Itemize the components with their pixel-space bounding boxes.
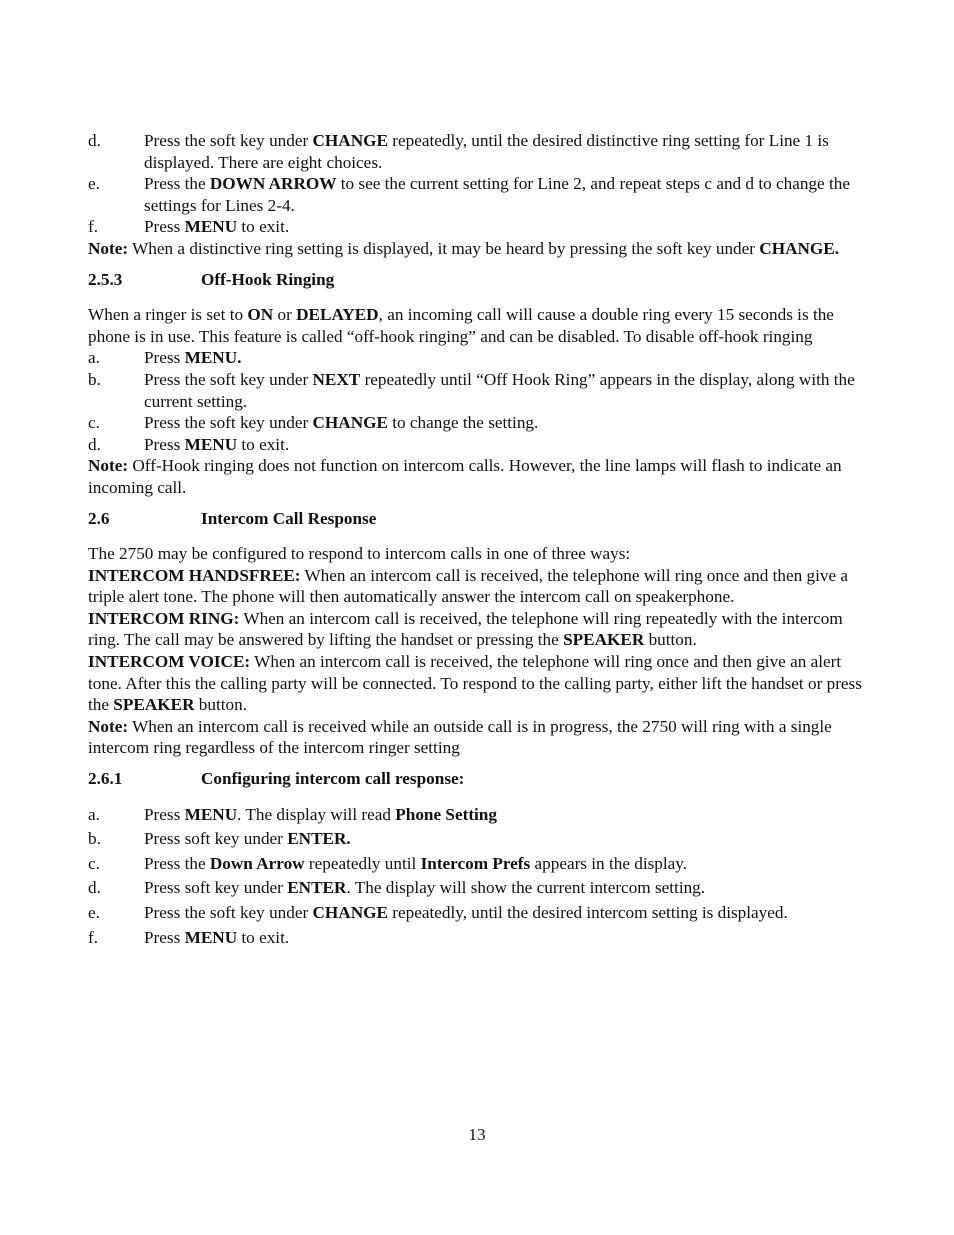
text-run: or xyxy=(273,305,297,325)
bold-text: INTERCOM HANDSFREE: xyxy=(88,565,301,585)
list-item-label: a. xyxy=(88,348,100,368)
list-item-label: e. xyxy=(88,903,100,922)
list-item xyxy=(88,804,874,826)
list-item xyxy=(88,853,874,875)
text-run: to exit. xyxy=(237,217,290,237)
bold-text: MENU xyxy=(184,927,238,947)
list-item xyxy=(88,130,874,173)
list-item xyxy=(88,173,874,216)
off-hook-intro xyxy=(88,304,874,347)
text-run: repeatedly, until the desired distinctive ring setting for Line 1 is displayed. There are eight choices. xyxy=(144,131,829,172)
section-heading-2-6-1 xyxy=(88,768,874,790)
text-run: . The display will read xyxy=(237,804,396,824)
bold-text: SPEAKER xyxy=(113,695,195,715)
list-item-text xyxy=(144,804,874,826)
list-item-text xyxy=(144,434,874,456)
text-run: Press xyxy=(144,217,185,237)
text-run: The 2750 may be configured to respond to intercom calls in one of three ways: xyxy=(88,544,631,564)
list-item-label: c. xyxy=(88,853,100,873)
list-item-label: f. xyxy=(88,217,99,237)
bold-text: Note: xyxy=(88,716,129,736)
bold-text: DELAYED xyxy=(296,305,379,325)
list-item-text xyxy=(144,828,874,850)
bold-text: CHANGE xyxy=(312,903,388,922)
bold-text: Intercom Prefs xyxy=(420,853,531,873)
page-number: 13 xyxy=(468,1125,486,1144)
list-item-label: e. xyxy=(88,174,100,194)
bold-text: INTERCOM VOICE: xyxy=(88,652,251,672)
bold-text: MENU xyxy=(184,217,238,237)
bold-text: CHANGE xyxy=(312,413,388,433)
note-intercom xyxy=(88,716,874,759)
text-run: Press xyxy=(144,927,185,947)
list-item-text xyxy=(144,347,874,369)
bold-text: CHANGE xyxy=(312,131,388,150)
configure-intercom-steps xyxy=(88,804,874,949)
intercom-voice-description xyxy=(88,651,874,716)
list-item-text xyxy=(144,877,874,899)
list-item xyxy=(88,828,874,850)
distinctive-ring-steps xyxy=(88,130,874,238)
list-item xyxy=(88,216,874,238)
bold-text: ENTER xyxy=(287,878,347,898)
list-item xyxy=(88,877,874,899)
section-number: 2.6 xyxy=(88,508,110,528)
section-title: Off-Hook Ringing xyxy=(201,269,335,289)
bold-text: Down Arrow xyxy=(209,853,305,873)
document-page xyxy=(88,130,874,948)
intercom-intro xyxy=(88,543,874,565)
bold-text: Note: xyxy=(88,456,129,476)
note-distinctive-ring xyxy=(88,238,874,260)
bold-text: MENU. xyxy=(184,348,242,368)
text-run: repeatedly until xyxy=(304,853,421,873)
list-item-text xyxy=(144,853,874,875)
list-item-label: c. xyxy=(88,413,100,433)
text-run: When an intercom call is received while an outside call is in progress, the 2750 will ring with a single intercom ring regardless of the intercom ringer setting xyxy=(88,716,832,758)
section-heading-2-5-3 xyxy=(88,269,874,291)
text-run: Press xyxy=(144,348,185,368)
text-run: When an intercom call is received, the telephone will ring repeatedly with the intercom ring. The call may be answered by lifting the handset or pressing the xyxy=(88,608,843,650)
list-item-text xyxy=(144,130,874,173)
text-run: Press the soft key under xyxy=(144,413,313,433)
text-run: button. xyxy=(194,695,248,715)
section-title: Intercom Call Response xyxy=(201,508,377,528)
text-run: repeatedly, until the desired intercom setting is displayed. xyxy=(387,903,788,922)
section-number: 2.6.1 xyxy=(88,769,123,789)
bold-text: MENU xyxy=(184,434,238,454)
bold-text: ON xyxy=(247,305,274,325)
list-item-label: b. xyxy=(88,829,101,849)
text-run: Press the soft key under xyxy=(144,369,313,389)
text-run: Off-Hook ringing does not function on intercom calls. However, the line lamps will flash to indicate an incoming call. xyxy=(88,456,842,497)
text-run: repeatedly until “Off Hook Ring” appears in the display, along with the current setting. xyxy=(144,369,855,411)
text-run: to change the setting. xyxy=(387,413,539,433)
text-run: Press soft key under xyxy=(144,829,288,849)
list-item xyxy=(88,927,874,949)
list-item-text xyxy=(144,927,874,949)
text-run: , an incoming call will cause a double ring every 15 seconds is the phone is in use. This feature is called “off-hook ringing” and can be disabled. To disable off-hook ringing xyxy=(88,305,834,346)
list-item-label: f. xyxy=(88,927,99,947)
text-run: appears in the display. xyxy=(530,853,688,873)
bold-text: ENTER. xyxy=(287,829,351,849)
text-run: When a distinctive ring setting is displayed, it may be heard by pressing the soft key under xyxy=(128,238,760,258)
note-off-hook xyxy=(88,455,874,498)
bold-text: CHANGE. xyxy=(759,238,840,258)
bold-text: DOWN ARROW xyxy=(209,174,337,194)
section-number: 2.5.3 xyxy=(88,269,123,289)
list-item-label: d. xyxy=(88,878,101,898)
list-item-label: d. xyxy=(88,434,101,454)
section-heading-2-6 xyxy=(88,508,874,530)
text-run: button. xyxy=(644,630,697,650)
text-run: Press the xyxy=(144,174,210,194)
list-item xyxy=(88,434,874,456)
list-item-label: b. xyxy=(88,369,101,389)
list-item-text xyxy=(144,369,874,412)
text-run: Press the soft key under xyxy=(144,131,313,150)
text-run: to see the current setting for Line 2, and repeat steps c and d to change the settings for Lines 2-4. xyxy=(144,174,850,215)
list-item-text xyxy=(144,216,874,238)
text-run: Press the soft key under xyxy=(144,903,313,922)
bold-text: MENU xyxy=(184,804,238,824)
text-run: to exit. xyxy=(237,434,290,454)
section-title: Configuring intercom call response: xyxy=(201,769,465,789)
text-run: When an intercom call is received, the telephone will ring once and then give an alert tone. After this the calling party will be connected. To respond to the calling party, either lift the handset or press the xyxy=(88,652,862,715)
bold-text: Note: xyxy=(88,238,129,258)
text-run: Press xyxy=(144,434,185,454)
list-item-label: d. xyxy=(88,131,101,150)
text-run: Press soft key under xyxy=(144,878,288,898)
text-run: When a ringer is set to xyxy=(88,305,248,325)
intercom-handsfree-description xyxy=(88,565,874,608)
text-run: to exit. xyxy=(237,927,290,947)
text-run: . The display will show the current intercom setting. xyxy=(346,878,706,898)
list-item xyxy=(88,347,874,369)
list-item-label: a. xyxy=(88,804,100,824)
text-run: Press xyxy=(144,804,185,824)
text-run: Press the xyxy=(144,853,210,873)
bold-text: SPEAKER xyxy=(563,630,645,650)
text-run: When an intercom call is received, the telephone will ring once and then give a triple alert tone. The phone will then automatically answer the intercom call on speakerphone. xyxy=(88,565,849,607)
bold-text: NEXT xyxy=(312,369,361,389)
off-hook-steps xyxy=(88,347,874,455)
intercom-ring-description xyxy=(88,608,874,651)
list-item xyxy=(88,902,874,924)
list-item xyxy=(88,412,874,434)
list-item-text xyxy=(144,173,874,216)
bold-text: INTERCOM RING: xyxy=(88,608,240,628)
list-item xyxy=(88,369,874,412)
list-item-text xyxy=(144,412,874,434)
list-item-text xyxy=(144,902,874,924)
bold-text: Phone Setting xyxy=(395,804,497,824)
